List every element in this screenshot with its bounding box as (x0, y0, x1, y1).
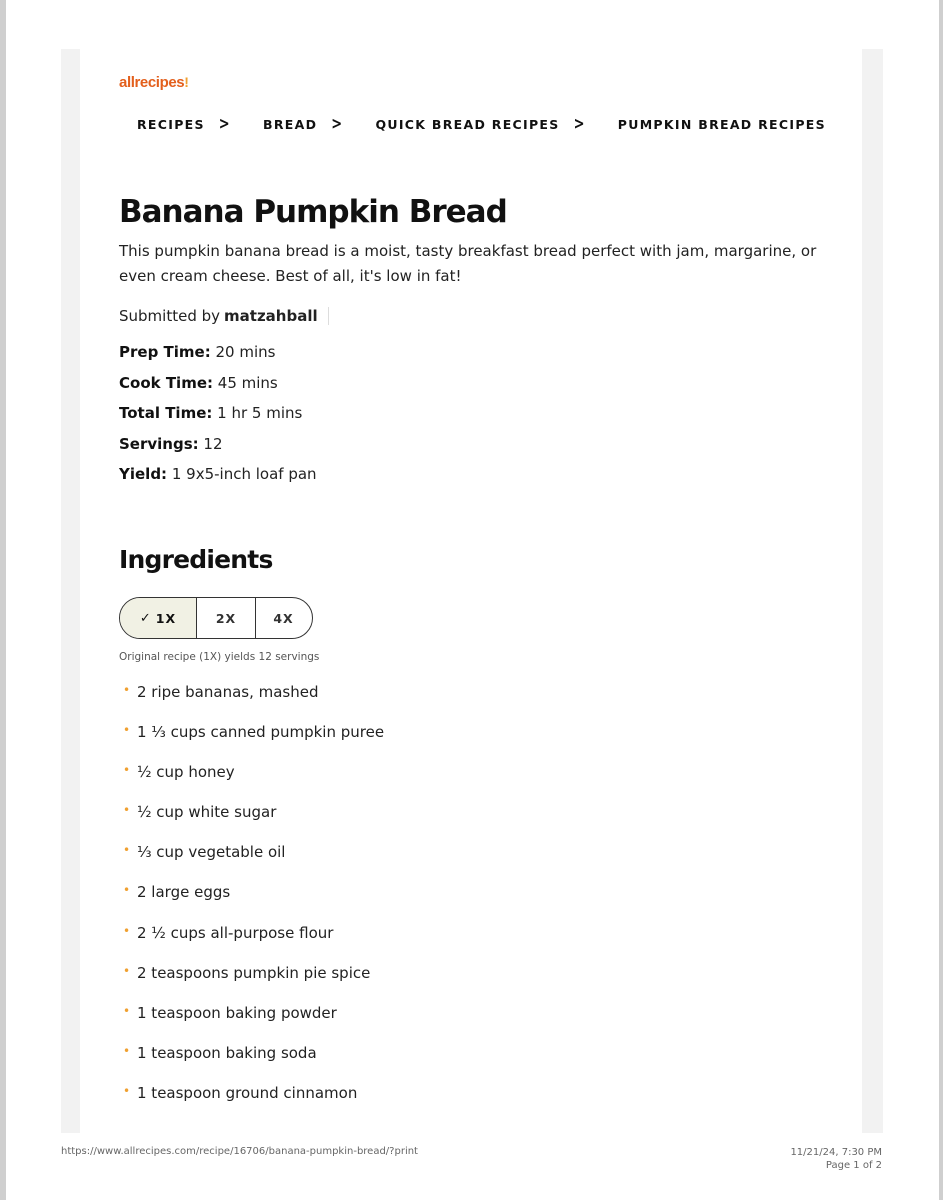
detail-label: Servings: (119, 434, 199, 453)
list-item (119, 680, 384, 720)
ingredient-text: 2 ripe bananas, mashed (137, 683, 319, 701)
cook-time (119, 372, 317, 403)
submitted-by (119, 307, 329, 325)
ingredient-text: ½ cup white sugar (137, 803, 277, 822)
list-item (119, 1001, 384, 1041)
scale-2x-button[interactable] (196, 598, 255, 638)
submitted-by-label: Submitted by (119, 307, 221, 325)
list-item (119, 880, 384, 920)
bullet-dot-icon: • (123, 843, 131, 858)
chevron-right-icon: > (573, 114, 586, 135)
list-item (119, 760, 384, 800)
window-edge-right (939, 0, 943, 1200)
list-item (119, 720, 384, 760)
ingredient-text: 1 ⅓ cups canned pumpkin puree (137, 723, 385, 742)
breadcrumb (137, 114, 826, 135)
scale-4x-button[interactable] (255, 598, 311, 638)
prep-time (119, 341, 317, 372)
detail-label: Prep Time: (119, 343, 211, 361)
total-time (119, 402, 317, 433)
divider (328, 307, 329, 325)
bullet-dot-icon: • (123, 683, 131, 697)
detail-value: 1 9x5-inch loaf pan (171, 465, 317, 483)
scale-label: 2X (215, 610, 237, 626)
scale-label: 4X (273, 610, 294, 626)
breadcrumb-pumpkin-bread-recipes[interactable]: PUMPKIN BREAD RECIPES (617, 117, 826, 132)
detail-value: 20 mins (215, 343, 276, 361)
author-link[interactable]: matzahball (224, 307, 318, 325)
detail-value: 12 (203, 434, 223, 453)
logo-text: allrecipes (119, 74, 185, 91)
recipe-description: This pumpkin banana bread is a moist, tasty breakfast bread perfect with jam, margarine, or even cream cheese. Best of all, it's low in fat! (119, 242, 817, 285)
bullet-dot-icon: • (123, 963, 131, 978)
ingredient-list (119, 680, 384, 1121)
yield-note: Original recipe (1X) yields 12 servings (119, 651, 320, 663)
ingredient-text: 2 large eggs (137, 883, 231, 902)
list-item (119, 961, 384, 1001)
page-number: Page 1 of 2 (825, 1160, 882, 1171)
ingredient-text: 2 teaspoons pumpkin pie spice (137, 963, 371, 982)
detail-label: Cook Time: (119, 373, 213, 392)
ingredient-text: 1 teaspoon ground cinnamon (137, 1083, 358, 1102)
ingredient-text: ⅓ cup vegetable oil (137, 843, 286, 862)
recipe-title: Banana Pumpkin Bread (119, 194, 507, 230)
window-edge-left (0, 0, 6, 1200)
print-footer-info (790, 1146, 882, 1172)
allrecipes-logo[interactable] (119, 74, 188, 91)
bullet-dot-icon: • (123, 1003, 131, 1018)
servings-scale-toggle (119, 597, 313, 639)
ingredient-text: 1 teaspoon baking powder (137, 1003, 337, 1022)
chevron-right-icon: > (331, 114, 344, 135)
list-item (119, 921, 384, 961)
print-footer-url: https://www.allrecipes.com/recipe/16706/banana-pumpkin-bread/?print (61, 1146, 418, 1157)
bullet-dot-icon: • (123, 923, 131, 938)
detail-value: 45 mins (217, 373, 278, 392)
detail-label: Yield: (119, 465, 168, 483)
bullet-dot-icon: • (123, 1083, 131, 1098)
scale-1x-button[interactable] (120, 598, 196, 638)
logo-spoon-icon: ! (184, 74, 189, 90)
scale-label: 1X (155, 610, 177, 626)
servings (119, 433, 317, 464)
breadcrumb-quick-bread-recipes[interactable]: QUICK BREAD RECIPES (375, 117, 560, 132)
detail-label: Total Time: (119, 404, 213, 422)
list-item (119, 840, 384, 880)
chevron-right-icon: > (218, 114, 231, 135)
ingredient-text: 2 ½ cups all-purpose flour (137, 923, 334, 942)
ingredients-heading: Ingredients (119, 545, 273, 574)
bullet-dot-icon: • (123, 723, 131, 738)
bullet-dot-icon: • (123, 803, 131, 818)
breadcrumb-recipes[interactable]: RECIPES (137, 117, 205, 132)
check-icon: ✓ (139, 610, 152, 626)
list-item (119, 800, 384, 840)
breadcrumb-bread[interactable]: BREAD (263, 117, 318, 132)
ingredient-text: 1 teaspoon baking soda (137, 1043, 317, 1062)
ingredient-text: ½ cup honey (137, 763, 235, 782)
list-item (119, 1081, 384, 1121)
list-item (119, 1041, 384, 1081)
bullet-dot-icon: • (123, 1043, 131, 1058)
print-datetime: 11/21/24, 7:30 PM (790, 1147, 882, 1158)
yield (119, 463, 317, 494)
bullet-dot-icon: • (123, 883, 131, 898)
recipe-details (119, 341, 317, 494)
bullet-dot-icon: • (123, 763, 131, 778)
detail-value: 1 hr 5 mins (217, 404, 303, 422)
